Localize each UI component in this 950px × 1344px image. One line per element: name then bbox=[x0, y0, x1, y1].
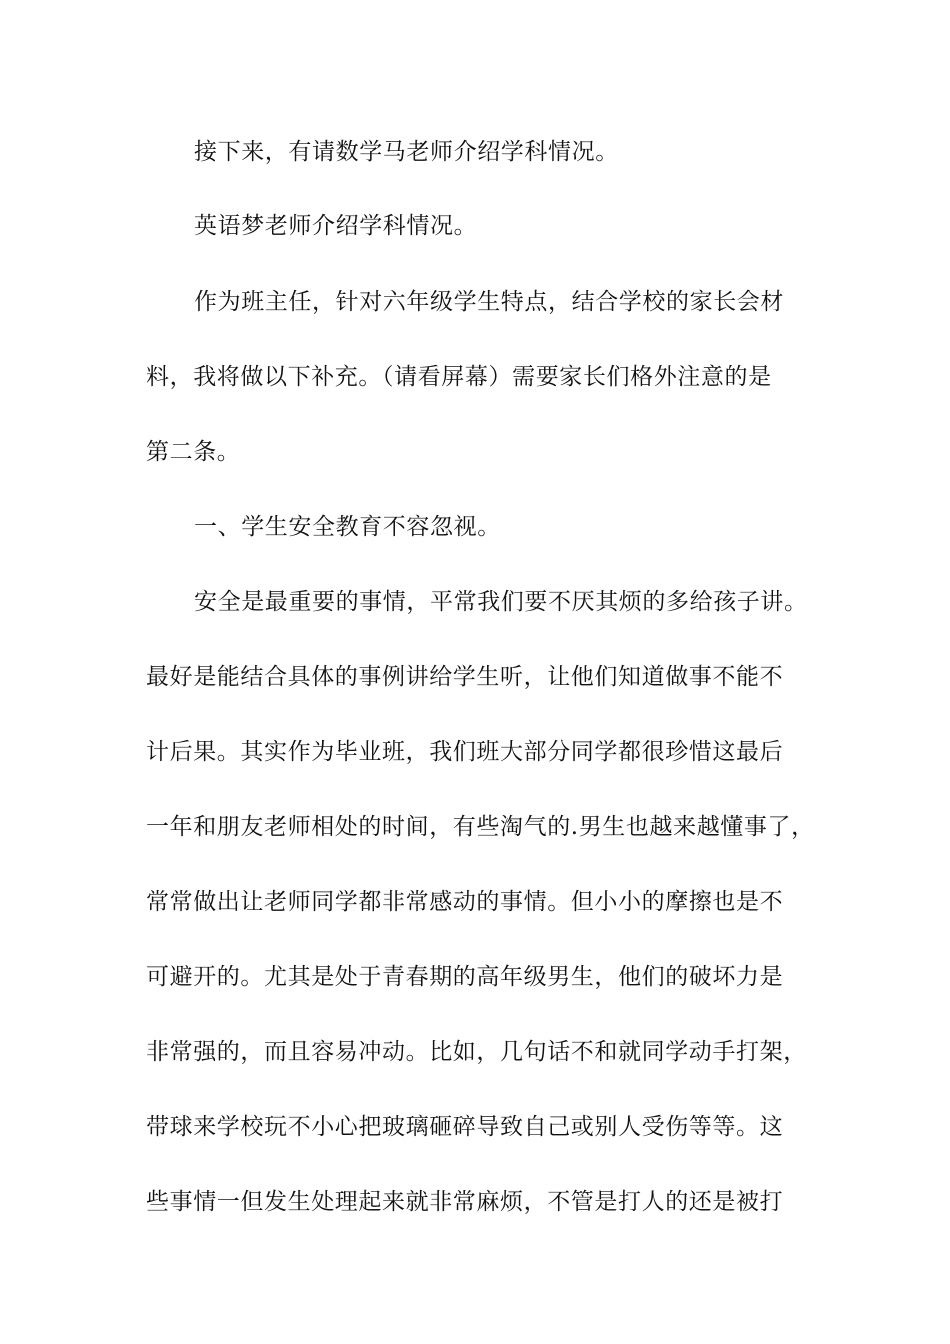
text-line: 常常做出让老师同学都非常感动的事情。但小小的摩擦也是不 bbox=[146, 889, 784, 915]
text-line: 非常强的，而且容易冲动。比如，几句话不和就同学动手打架， bbox=[146, 1039, 807, 1065]
text-line: 料，我将做以下补充。（请看屏幕）需要家长们格外注意的是 bbox=[146, 364, 772, 390]
text-line: 作为班主任，针对六年级学生特点，结合学校的家长会材 bbox=[194, 289, 784, 315]
section-heading: 一、学生安全教育不容忽视。 bbox=[194, 514, 501, 540]
text-line: 可避开的。尤其是处于青春期的高年级男生，他们的破坏力是 bbox=[146, 964, 784, 990]
text-line: 安全是最重要的事情，平常我们要不厌其烦的多给孩子讲。 bbox=[194, 589, 808, 615]
text-line: 第二条。 bbox=[146, 439, 241, 465]
text-line: 接下来，有请数学马老师介绍学科情况。 bbox=[194, 139, 619, 165]
text-line: 些事情一但发生处理起来就非常麻烦，不管是打人的还是被打 bbox=[146, 1189, 784, 1215]
text-line: 最好是能结合具体的事例讲给学生听，让他们知道做事不能不 bbox=[146, 664, 784, 690]
text-line: 计后果。其实作为毕业班，我们班大部分同学都很珍惜这最后 bbox=[146, 739, 784, 765]
text-line: 英语梦老师介绍学科情况。 bbox=[194, 213, 478, 239]
text-line: 带球来学校玩不小心把玻璃砸碎导致自己或别人受伤等等。这 bbox=[146, 1114, 784, 1140]
text-line: 一年和朋友老师相处的时间，有些淘气的.男生也越来越懂事了， bbox=[146, 814, 815, 840]
